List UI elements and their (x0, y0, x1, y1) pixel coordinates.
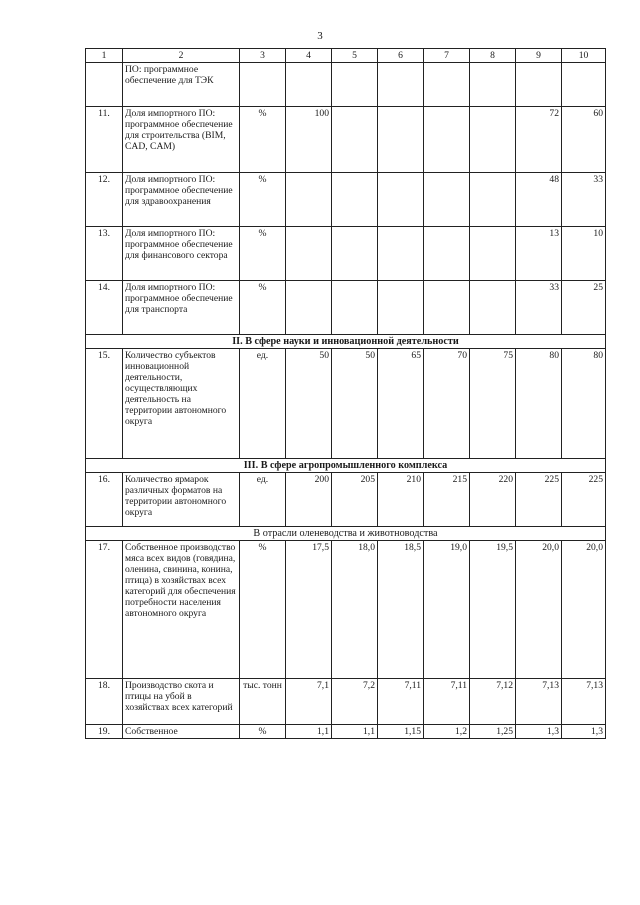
value-cell: 60 (562, 107, 606, 173)
value-cell: 7,13 (562, 679, 606, 725)
value-cell: 19,5 (470, 541, 516, 679)
value-cell (286, 227, 332, 281)
unit-cell: тыс. тонн (240, 679, 286, 725)
value-cell: 7,13 (516, 679, 562, 725)
unit-cell: % (240, 227, 286, 281)
section-title: III. В сфере агропромышленного комплекса (86, 459, 606, 473)
row-number: 17. (86, 541, 123, 679)
value-cell (470, 173, 516, 227)
table-row (86, 281, 606, 335)
unit-cell: ед. (240, 473, 286, 527)
row-number: 13. (86, 227, 123, 281)
indicator-name: Собственное производство мяса всех видов (говядина, оленина, свинина, конина, птица) в хозяйствах всех категорий для обеспечения потребности населения автономного округа (123, 541, 240, 679)
indicator-name: Собственное (123, 725, 240, 739)
row-number: 16. (86, 473, 123, 527)
subsection-title: В отрасли оленеводства и животноводства (86, 527, 606, 541)
value-cell: 18,5 (378, 541, 424, 679)
header-cell: 3 (240, 49, 286, 63)
value-cell (470, 227, 516, 281)
value-cell: 19,0 (424, 541, 470, 679)
unit-cell (240, 63, 286, 107)
value-cell (378, 173, 424, 227)
value-cell (562, 63, 606, 107)
header-cell: 6 (378, 49, 424, 63)
row-number: 12. (86, 173, 123, 227)
value-cell: 7,12 (470, 679, 516, 725)
value-cell: 1,15 (378, 725, 424, 739)
value-cell: 20,0 (562, 541, 606, 679)
row-number: 19. (86, 725, 123, 739)
indicator-name: Доля импортного ПО: программное обеспечение для финансового сектора (123, 227, 240, 281)
value-cell: 1,2 (424, 725, 470, 739)
header-cell: 4 (286, 49, 332, 63)
unit-cell: ед. (240, 349, 286, 459)
table-row (86, 473, 606, 527)
table-row (86, 173, 606, 227)
value-cell: 18,0 (332, 541, 378, 679)
section-title: II. В сфере науки и инновационной деятельности (86, 335, 606, 349)
value-cell (424, 281, 470, 335)
value-cell: 80 (562, 349, 606, 459)
value-cell: 7,2 (332, 679, 378, 725)
section-heading-row (86, 459, 606, 473)
indicators-table (85, 48, 606, 739)
value-cell: 1,3 (516, 725, 562, 739)
value-cell: 33 (516, 281, 562, 335)
unit-cell: % (240, 281, 286, 335)
indicator-name: Количество ярмарок различных форматов на территории автономного округа (123, 473, 240, 527)
value-cell (424, 107, 470, 173)
value-cell: 225 (562, 473, 606, 527)
value-cell: 17,5 (286, 541, 332, 679)
table-row (86, 63, 606, 107)
value-cell: 100 (286, 107, 332, 173)
value-cell (286, 63, 332, 107)
row-number: 11. (86, 107, 123, 173)
value-cell (378, 107, 424, 173)
value-cell (470, 281, 516, 335)
value-cell: 7,11 (424, 679, 470, 725)
header-cell: 9 (516, 49, 562, 63)
value-cell (286, 173, 332, 227)
value-cell: 7,1 (286, 679, 332, 725)
header-row (86, 49, 606, 63)
row-number: 15. (86, 349, 123, 459)
table-row (86, 349, 606, 459)
value-cell: 225 (516, 473, 562, 527)
value-cell: 1,25 (470, 725, 516, 739)
value-cell: 1,3 (562, 725, 606, 739)
header-cell: 8 (470, 49, 516, 63)
value-cell: 1,1 (332, 725, 378, 739)
indicator-name: Доля импортного ПО: программное обеспечение для строительства (BIM, CAD, CAM) (123, 107, 240, 173)
value-cell (378, 63, 424, 107)
value-cell (424, 227, 470, 281)
table-row (86, 725, 606, 739)
value-cell: 25 (562, 281, 606, 335)
value-cell (332, 281, 378, 335)
table-body (86, 49, 606, 739)
value-cell: 1,1 (286, 725, 332, 739)
value-cell (378, 281, 424, 335)
row-number: 18. (86, 679, 123, 725)
table-row (86, 227, 606, 281)
page-number: 3 (317, 30, 323, 42)
value-cell (332, 173, 378, 227)
table-row (86, 541, 606, 679)
value-cell: 20,0 (516, 541, 562, 679)
value-cell: 75 (470, 349, 516, 459)
value-cell: 48 (516, 173, 562, 227)
value-cell: 65 (378, 349, 424, 459)
indicator-name: Доля импортного ПО: программное обеспечение для транспорта (123, 281, 240, 335)
subsection-heading-row (86, 527, 606, 541)
value-cell: 215 (424, 473, 470, 527)
header-cell: 7 (424, 49, 470, 63)
value-cell (470, 63, 516, 107)
value-cell (332, 227, 378, 281)
unit-cell: % (240, 725, 286, 739)
table-row (86, 107, 606, 173)
value-cell: 50 (332, 349, 378, 459)
value-cell: 13 (516, 227, 562, 281)
section-heading-row (86, 335, 606, 349)
value-cell: 80 (516, 349, 562, 459)
table-row (86, 679, 606, 725)
header-cell: 1 (86, 49, 123, 63)
value-cell: 205 (332, 473, 378, 527)
value-cell: 220 (470, 473, 516, 527)
indicator-name: Производство скота и птицы на убой в хозяйствах всех категорий (123, 679, 240, 725)
header-cell: 5 (332, 49, 378, 63)
row-number (86, 63, 123, 107)
unit-cell: % (240, 107, 286, 173)
value-cell (332, 63, 378, 107)
value-cell (424, 63, 470, 107)
unit-cell: % (240, 541, 286, 679)
value-cell (332, 107, 378, 173)
value-cell: 33 (562, 173, 606, 227)
value-cell: 10 (562, 227, 606, 281)
value-cell (516, 63, 562, 107)
value-cell: 200 (286, 473, 332, 527)
header-cell: 2 (123, 49, 240, 63)
indicator-name: Доля импортного ПО: программное обеспечение для здравоохранения (123, 173, 240, 227)
value-cell: 210 (378, 473, 424, 527)
indicator-name: ПО: программное обеспечение для ТЭК (123, 63, 240, 107)
header-cell: 10 (562, 49, 606, 63)
value-cell: 72 (516, 107, 562, 173)
value-cell: 50 (286, 349, 332, 459)
value-cell (286, 281, 332, 335)
unit-cell: % (240, 173, 286, 227)
value-cell: 70 (424, 349, 470, 459)
value-cell (378, 227, 424, 281)
value-cell: 7,11 (378, 679, 424, 725)
indicator-name: Количество субъектов инновационной деятельности, осуществляющих деятельность на территории автономного округа (123, 349, 240, 459)
row-number: 14. (86, 281, 123, 335)
value-cell (424, 173, 470, 227)
value-cell (470, 107, 516, 173)
